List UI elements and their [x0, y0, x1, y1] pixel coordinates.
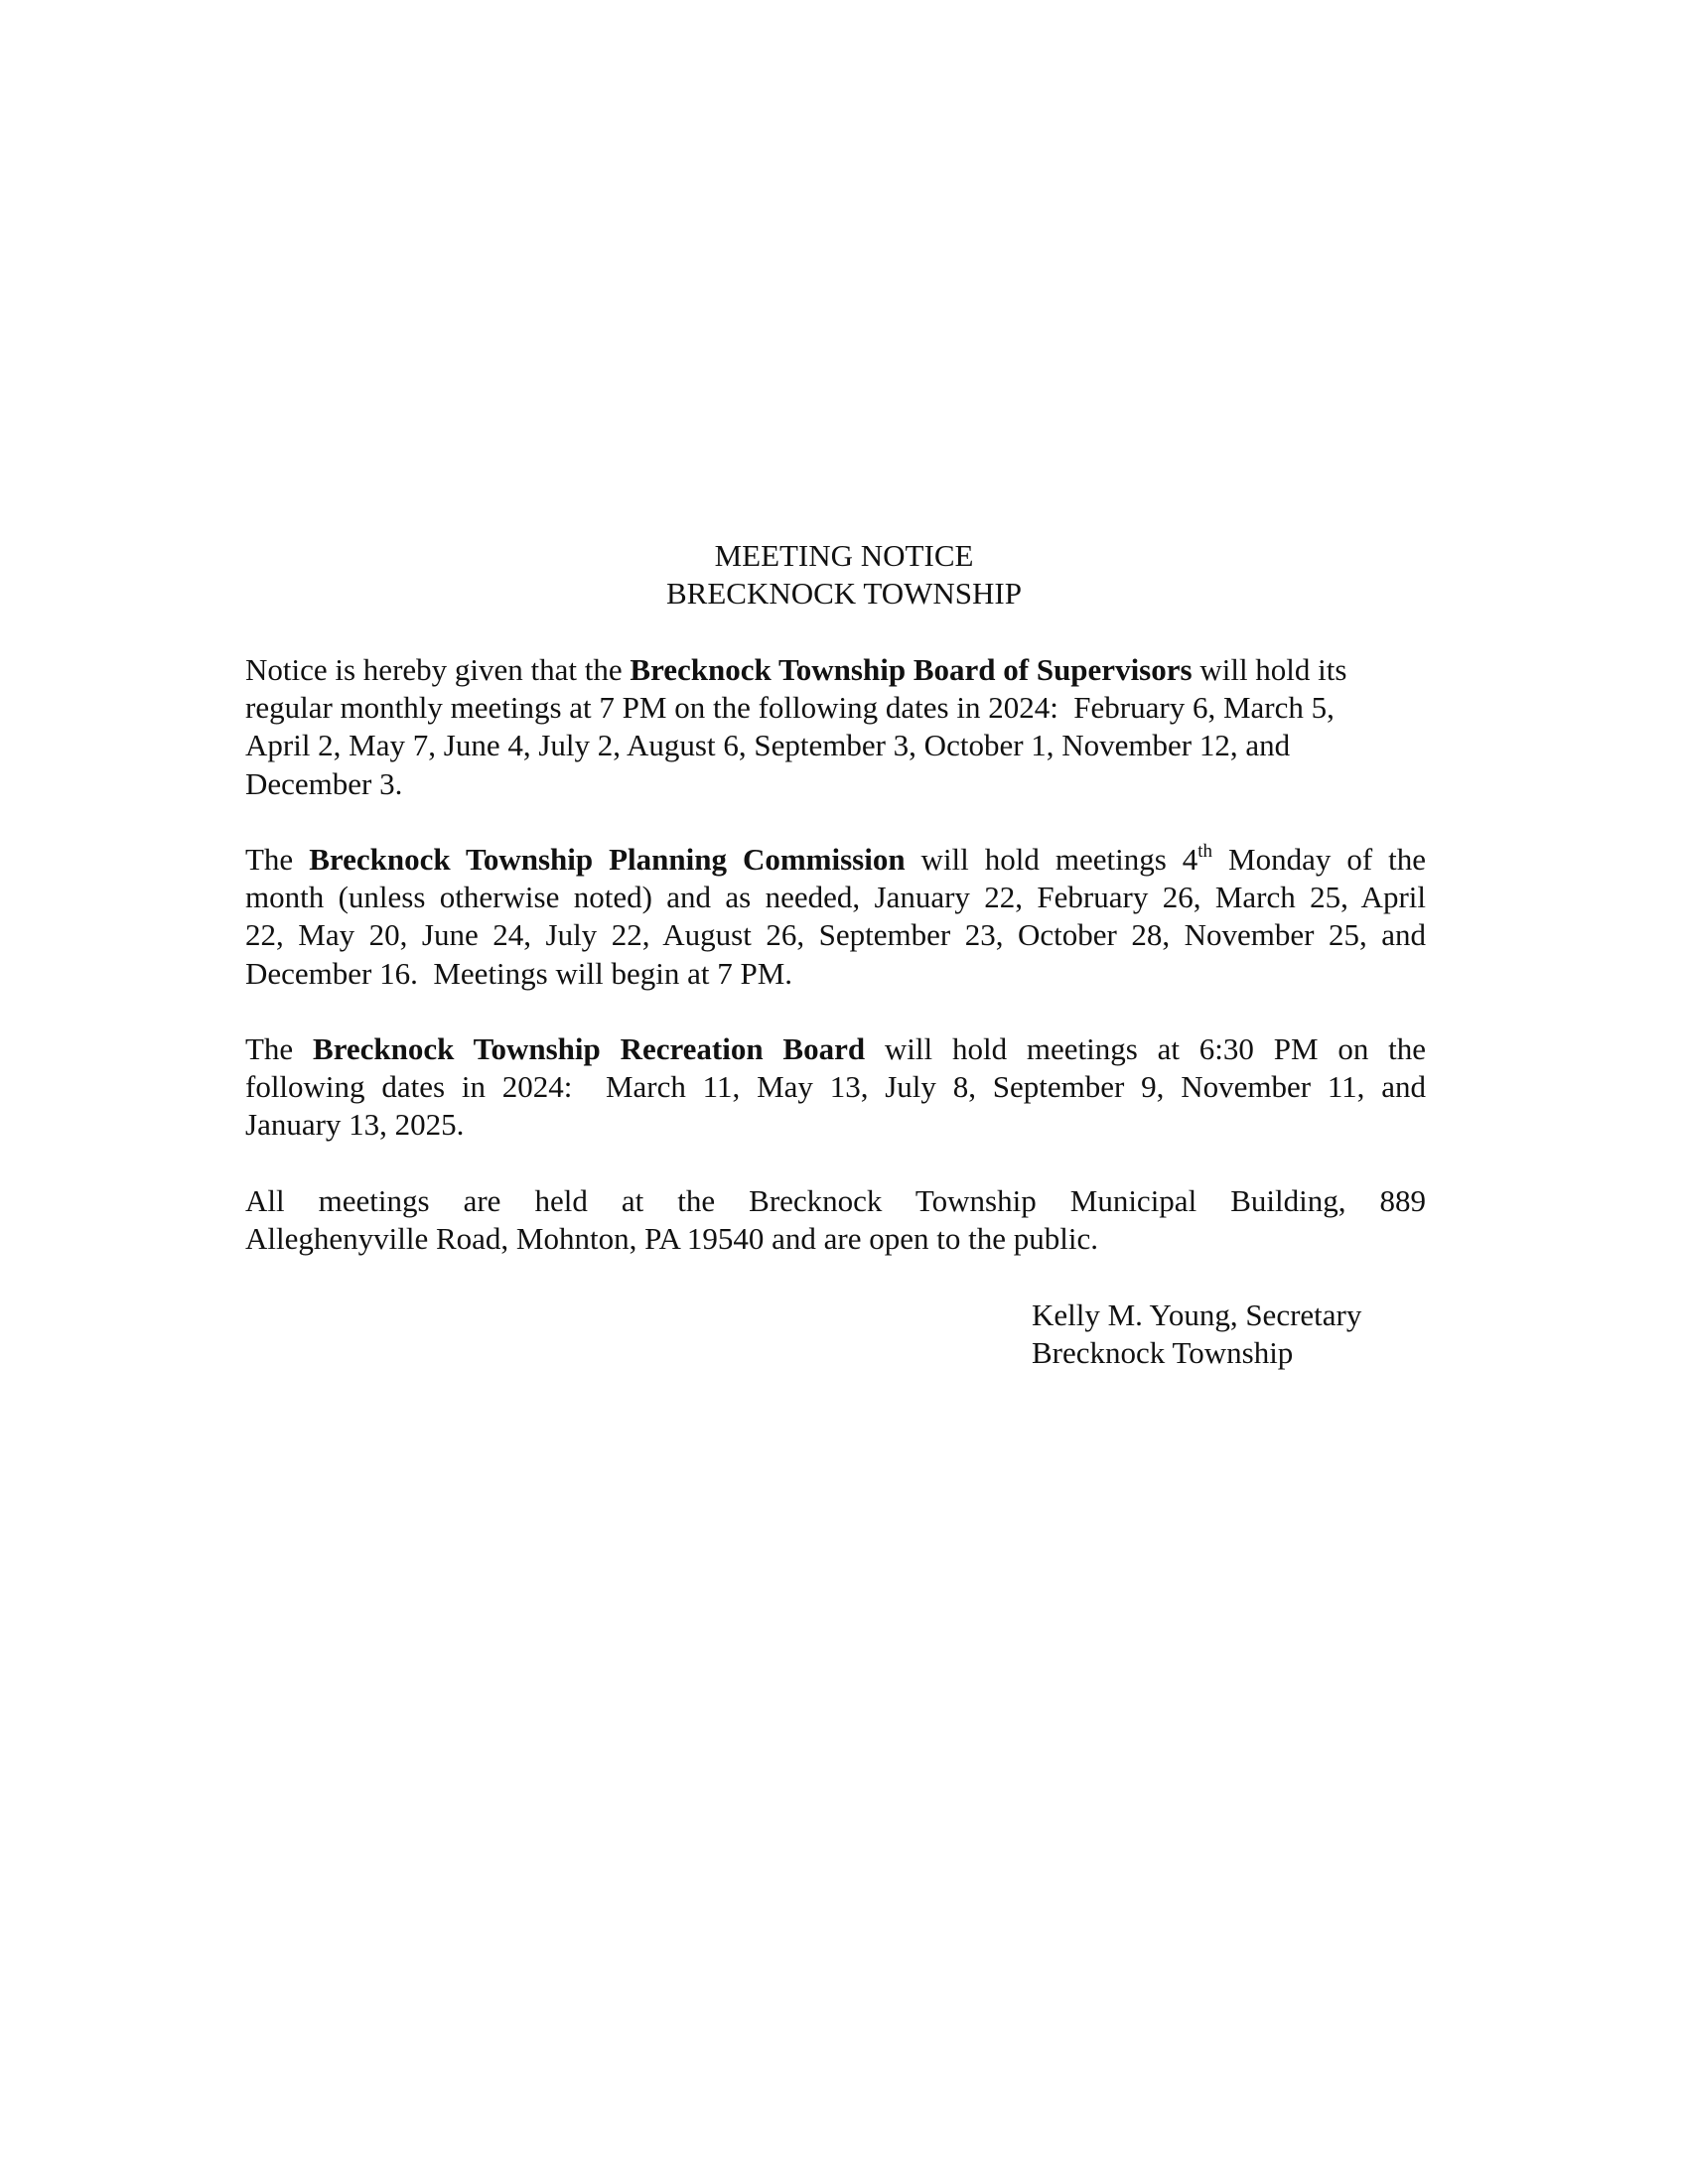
recreation-body-name: Brecknock Township Recreation Board	[313, 1031, 866, 1066]
supervisors-paragraph	[245, 651, 1426, 803]
ordinal-suffix: th	[1197, 841, 1213, 862]
planning-line-1: The Brecknock Township Planning Commission will hold meetings 4th Monday of the	[245, 841, 1427, 877]
recreation-line-2: following dates in 2024: March 11, May 13, July 8, September 9, November 11, and	[245, 1069, 1426, 1105]
signature-name: Kelly M. Young, Secretary	[1032, 1297, 1362, 1332]
supervisors-line-1: Notice is hereby given that the Brecknock Township Board of Supervisors will hold its	[245, 652, 1347, 687]
planning-line-2: month (unless otherwise noted) and as needed, January 22, February 26, March 25, April	[245, 880, 1426, 915]
location-line-1: All meetings are held at the Brecknock Township Municipal Building, 889	[245, 1183, 1426, 1218]
heading-line-2: BRECKNOCK TOWNSHIP	[666, 576, 1022, 612]
planning-line-4: December 16. Meetings will begin at 7 PM.	[245, 955, 793, 991]
signature-organization: Brecknock Township	[1032, 1335, 1294, 1371]
planning-body-name: Brecknock Township Planning Commission	[309, 842, 906, 877]
supervisors-body-name: Brecknock Township Board of Supervisors	[630, 652, 1193, 687]
supervisors-line-2: regular monthly meetings at 7 PM on the following dates in 2024: February 6, March 5,	[245, 690, 1335, 726]
location-line-2: Alleghenyville Road, Mohnton, PA 19540 and are open to the public.	[245, 1221, 1098, 1257]
location-paragraph	[245, 1182, 1426, 1258]
heading-line-1: MEETING NOTICE	[714, 538, 974, 573]
signature-block	[1032, 1297, 1361, 1372]
recreation-line-1: The Brecknock Township Recreation Board will hold meetings at 6:30 PM on the	[245, 1031, 1427, 1066]
planning-line-3: 22, May 20, June 24, July 22, August 26, September 23, October 28, November 25, and	[245, 917, 1426, 953]
notice-heading	[0, 537, 1688, 613]
planning-paragraph	[245, 841, 1426, 993]
recreation-line-3: January 13, 2025.	[245, 1107, 465, 1143]
recreation-paragraph	[245, 1030, 1426, 1145]
supervisors-line-4: December 3.	[245, 765, 403, 801]
supervisors-line-3: April 2, May 7, June 4, July 2, August 6, September 3, October 1, November 12, and	[245, 728, 1291, 763]
